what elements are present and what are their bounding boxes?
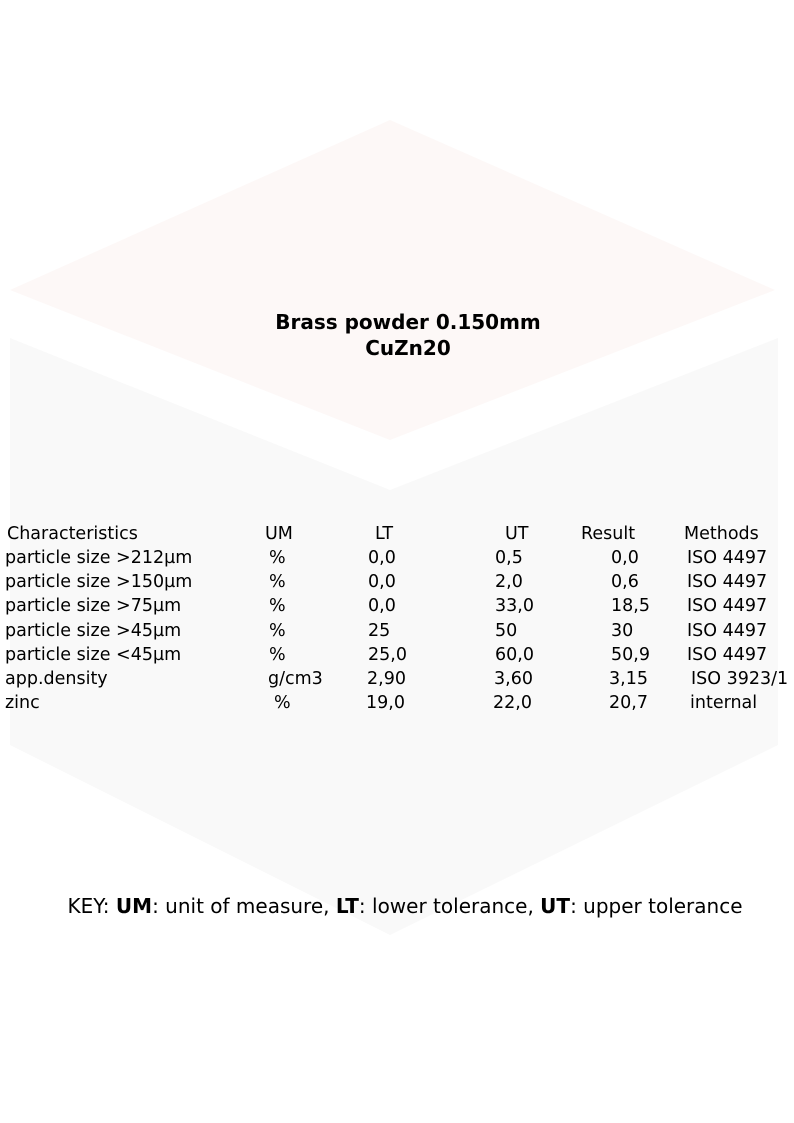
row-method: ISO 4497 xyxy=(687,548,768,568)
row-method: internal xyxy=(690,693,758,713)
row-lt: 25 xyxy=(368,621,391,641)
row-lt: 0,0 xyxy=(368,572,396,592)
row-um: % xyxy=(269,645,286,665)
row-result: 30 xyxy=(611,621,634,641)
row-ut: 0,5 xyxy=(495,548,523,568)
row-lt: 2,90 xyxy=(367,669,406,689)
row-um: % xyxy=(269,572,286,592)
row-ut: 33,0 xyxy=(495,596,534,616)
key-um-abbr: UM xyxy=(115,894,153,918)
header-lt: LT xyxy=(375,524,394,544)
key-lt-text: : lower tolerance, xyxy=(358,894,541,918)
header-characteristics: Characteristics xyxy=(7,524,138,544)
row-lt: 19,0 xyxy=(366,693,405,713)
key-lt-abbr: LT xyxy=(335,894,359,918)
row-method: ISO 4497 xyxy=(687,572,768,592)
row-lt: 0,0 xyxy=(368,548,396,568)
header-result: Result xyxy=(581,524,636,544)
row-result: 50,9 xyxy=(611,645,650,665)
document-subtitle: CuZn20 xyxy=(365,336,451,360)
row-um: % xyxy=(269,621,286,641)
row-characteristic: app.density xyxy=(5,669,108,689)
row-method: ISO 3923/1 xyxy=(691,669,789,689)
row-result: 0,6 xyxy=(611,572,639,592)
header-um: UM xyxy=(265,524,293,544)
row-result: 20,7 xyxy=(609,693,648,713)
row-characteristic: particle size >75µm xyxy=(5,596,182,616)
row-ut: 50 xyxy=(495,621,518,641)
row-lt: 0,0 xyxy=(368,596,396,616)
row-um: % xyxy=(269,548,286,568)
row-result: 3,15 xyxy=(609,669,648,689)
key-prefix: KEY: xyxy=(67,894,116,918)
row-ut: 3,60 xyxy=(494,669,533,689)
row-characteristic: particle size >150µm xyxy=(5,572,193,592)
row-characteristic: particle size >212µm xyxy=(5,548,193,568)
row-ut: 60,0 xyxy=(495,645,534,665)
row-method: ISO 4497 xyxy=(687,596,768,616)
row-result: 18,5 xyxy=(611,596,650,616)
key-ut-abbr: UT xyxy=(540,894,571,918)
legend-key xyxy=(0,893,794,919)
key-um-text: : unit of measure, xyxy=(152,894,336,918)
row-characteristic: particle size <45µm xyxy=(5,645,182,665)
row-result: 0,0 xyxy=(611,548,639,568)
header-ut: UT xyxy=(505,524,529,544)
row-um: % xyxy=(269,596,286,616)
row-characteristic: particle size >45µm xyxy=(5,621,182,641)
key-ut-text: : upper tolerance xyxy=(570,894,743,918)
header-methods: Methods xyxy=(684,524,759,544)
row-um: % xyxy=(274,693,291,713)
row-ut: 2,0 xyxy=(495,572,523,592)
row-ut: 22,0 xyxy=(493,693,532,713)
row-um: g/cm3 xyxy=(268,669,323,689)
row-method: ISO 4497 xyxy=(687,621,768,641)
document-title: Brass powder 0.150mm xyxy=(275,310,541,334)
row-method: ISO 4497 xyxy=(687,645,768,665)
row-lt: 25,0 xyxy=(368,645,407,665)
row-characteristic: zinc xyxy=(5,693,40,713)
